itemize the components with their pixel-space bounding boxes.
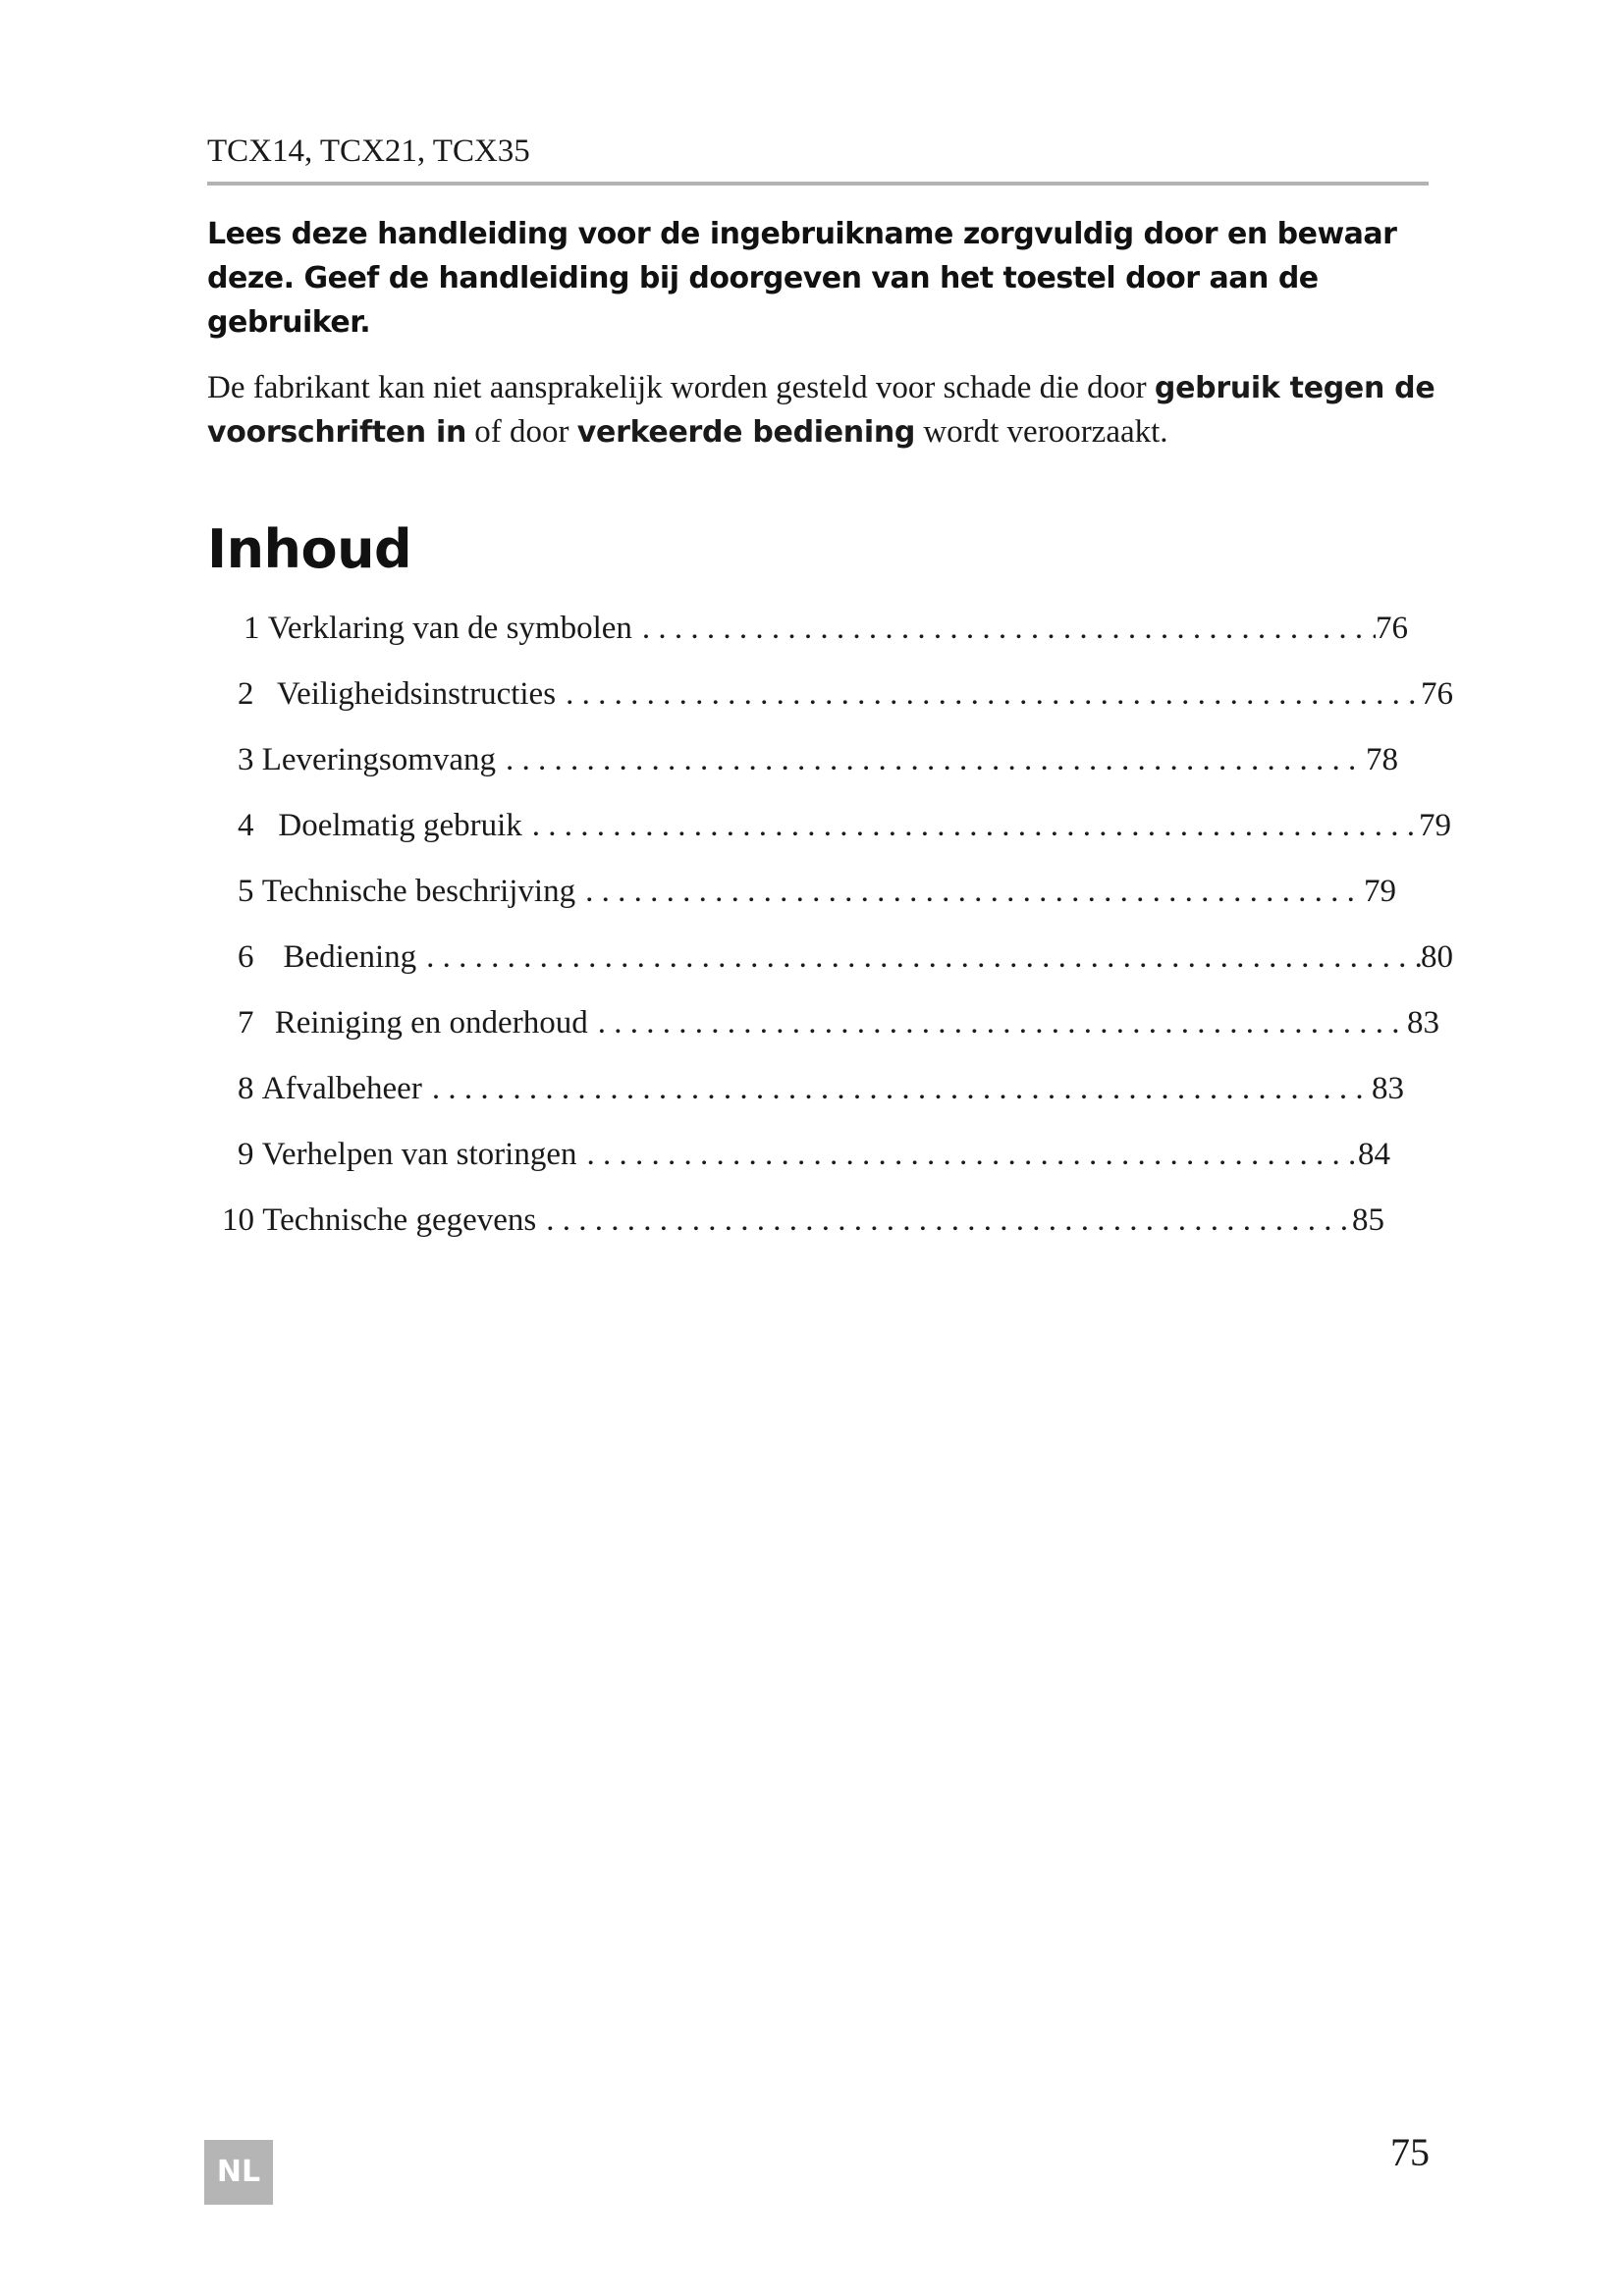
toc-entry-number: 2	[238, 676, 254, 712]
toc-leader-dots	[522, 806, 1419, 845]
toc-entry[interactable]	[238, 872, 1396, 911]
toc-entry[interactable]	[222, 1201, 1384, 1240]
toc-entry[interactable]	[238, 937, 1453, 977]
toc-entry-page: 76	[1376, 611, 1408, 646]
toc-leader-dots	[536, 1201, 1352, 1240]
toc-entry-number: 1	[244, 611, 260, 646]
toc-entry-number: 10	[222, 1202, 254, 1238]
toc-entry-label: Doelmatig gebruik	[278, 808, 522, 843]
page-number: 75	[1390, 2130, 1430, 2174]
toc-entry[interactable]	[238, 806, 1451, 845]
toc-entry-label: Technische beschrijving	[261, 874, 576, 909]
toc-entry-page: 80	[1421, 939, 1453, 975]
toc-entry-number: 8	[238, 1071, 254, 1106]
toc-entry-number: 7	[238, 1005, 254, 1041]
toc-leader-dots	[416, 937, 1421, 977]
disclaimer-text-2: of door	[466, 414, 577, 450]
toc-entry-label: Reiniging en onderhoud	[274, 1005, 588, 1041]
toc-entry-number: 9	[238, 1137, 254, 1172]
toc-entry-label: Leveringsomvang	[261, 742, 497, 777]
toc-leader-dots	[575, 872, 1364, 911]
toc-entry-number: 5	[238, 874, 254, 909]
toc-entry-number: 3	[238, 742, 254, 777]
toc-entry-page: 85	[1352, 1202, 1384, 1238]
reading-notice: Lees deze handleiding voor de ingebruikname zorgvuldig door en bewaar deze. Geef de handleiding bij doorgeven van het toestel door aan de gebruiker.	[207, 217, 1397, 340]
toc-leader-dots	[632, 609, 1376, 648]
toc-leader-dots	[577, 1135, 1359, 1174]
toc-entry-page: 79	[1419, 808, 1451, 843]
toc-entry-page: 76	[1421, 676, 1453, 712]
toc-leader-dots	[496, 740, 1366, 779]
toc-entry[interactable]	[244, 609, 1408, 648]
toc-entry-label: Bediening	[283, 939, 417, 975]
toc-entry-page: 83	[1372, 1071, 1404, 1106]
toc-entry[interactable]	[238, 1003, 1439, 1042]
disclaimer-bold-2: verkeerde bediening	[576, 415, 916, 450]
toc-entry-page: 78	[1366, 742, 1398, 777]
liability-disclaimer	[207, 366, 1444, 454]
toc-entry-number: 6	[238, 939, 254, 975]
toc-entry-page: 84	[1358, 1137, 1390, 1172]
toc-entry-page: 79	[1364, 874, 1396, 909]
toc-leader-dots	[422, 1069, 1372, 1108]
toc-entry[interactable]	[238, 740, 1398, 779]
toc-entry-label: Technische gegevens	[262, 1202, 537, 1238]
toc-entry-label: Veiligheidsinstructies	[276, 676, 557, 712]
toc-leader-dots	[556, 674, 1421, 714]
toc-entry-label: Afvalbeheer	[261, 1071, 422, 1106]
toc-title: Inhoud	[207, 518, 412, 580]
disclaimer-text-3: wordt veroorzaakt.	[915, 414, 1168, 450]
toc-entry[interactable]	[238, 674, 1453, 714]
toc-entry-page: 83	[1407, 1005, 1439, 1041]
toc-entry-label: Verhelpen van storingen	[261, 1137, 577, 1172]
language-badge: NL	[204, 2140, 273, 2205]
header-divider	[207, 182, 1429, 186]
disclaimer-text-1: De fabrikant kan niet aansprakelijk worden gesteld voor schade die door	[207, 370, 1155, 405]
toc-entry-number: 4	[238, 808, 254, 843]
toc-entry[interactable]	[238, 1069, 1404, 1108]
toc-entry[interactable]	[238, 1135, 1390, 1174]
page-header	[207, 132, 1429, 171]
toc-leader-dots	[588, 1003, 1407, 1042]
model-list: TCX14, TCX21, TCX35	[207, 133, 530, 169]
disclaimer-bold-1: gebruik tegen de voorschriften in	[207, 371, 1435, 450]
toc-entry-label: Verklaring van de symbolen	[267, 611, 632, 646]
